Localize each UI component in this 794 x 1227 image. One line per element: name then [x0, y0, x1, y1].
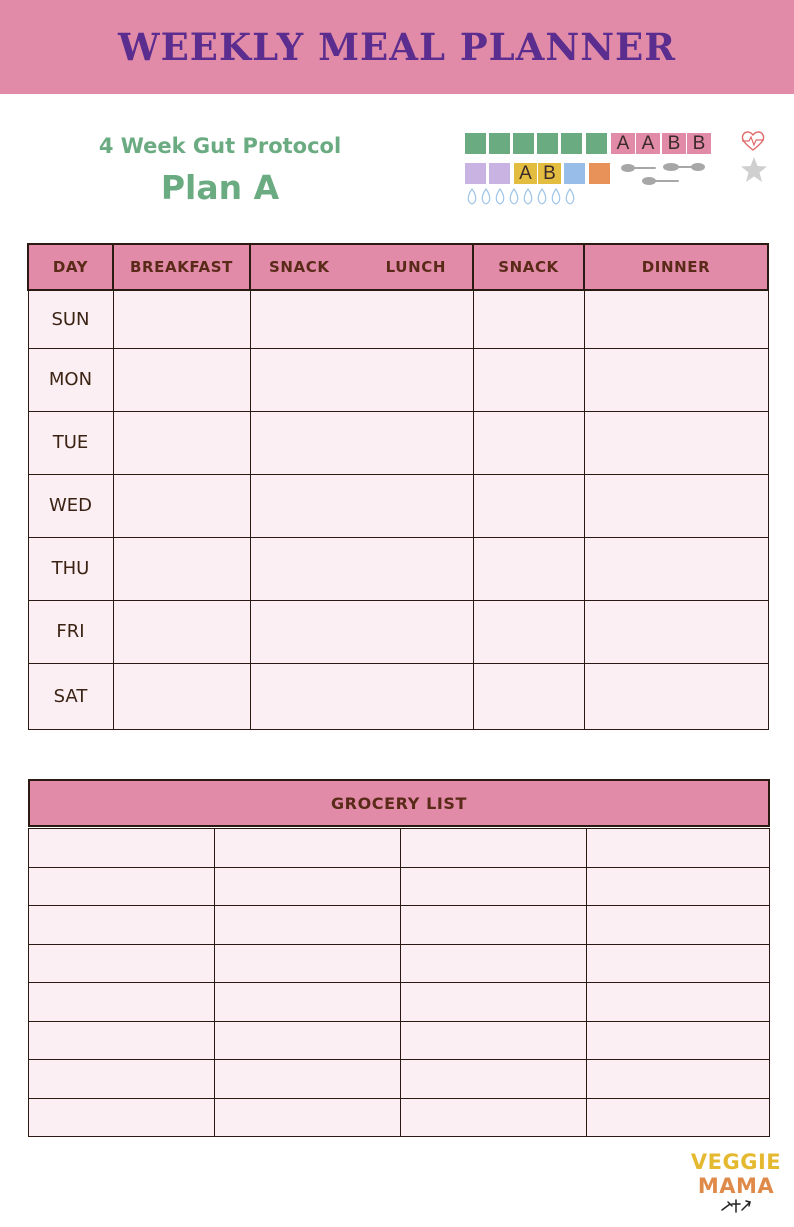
grocery-cell[interactable] [587, 1021, 770, 1060]
grocery-cell[interactable] [587, 1098, 770, 1137]
meal-cell[interactable] [473, 348, 584, 411]
grocery-cell[interactable] [29, 1060, 215, 1099]
grocery-cell[interactable] [29, 829, 215, 868]
grocery-row [29, 867, 770, 906]
meal-plan-table [27, 243, 769, 730]
star-icon [740, 156, 768, 184]
meal-cell[interactable] [473, 474, 584, 537]
grocery-cell[interactable] [215, 1021, 401, 1060]
letter-b-box: B [538, 163, 561, 184]
letter-a-box: A [611, 133, 635, 154]
grocery-row [29, 983, 770, 1022]
grocery-row [29, 829, 770, 868]
grocery-cell[interactable] [29, 867, 215, 906]
green-square [513, 133, 534, 154]
meal-cell[interactable] [473, 663, 584, 729]
green-square [489, 133, 510, 154]
meal-cell[interactable] [113, 474, 250, 537]
grocery-row [29, 1021, 770, 1060]
letter-b-box: B [662, 133, 686, 154]
day-label: SAT [28, 663, 113, 729]
meal-cell[interactable] [113, 600, 250, 663]
grocery-cell[interactable] [587, 906, 770, 945]
grocery-cell[interactable] [215, 944, 401, 983]
green-square [586, 133, 607, 154]
grocery-cell[interactable] [29, 1098, 215, 1137]
column-header-snack: SNACK [269, 258, 330, 276]
green-square [537, 133, 558, 154]
meal-cell[interactable] [113, 663, 250, 729]
meal-cell[interactable] [250, 411, 473, 474]
column-header-lunch: LUNCH [385, 258, 446, 276]
column-header-day: DAY [28, 244, 113, 290]
meal-table-header [28, 244, 768, 290]
green-square [561, 133, 582, 154]
meal-cell[interactable] [250, 474, 473, 537]
column-header-dinner: DINNER [584, 244, 768, 290]
grocery-row [29, 944, 770, 983]
day-row-thu [28, 537, 768, 600]
grocery-cell[interactable] [401, 983, 587, 1022]
protocol-subtitle: 4 Week Gut Protocol [98, 134, 342, 158]
grocery-cell[interactable] [401, 906, 587, 945]
brand-line-2: MAMA [697, 1174, 775, 1198]
plan-title: Plan A [160, 168, 280, 207]
column-header-snack-2: SNACK [473, 244, 584, 290]
meal-cell[interactable] [473, 600, 584, 663]
grocery-cell[interactable] [401, 1098, 587, 1137]
grocery-cell[interactable] [587, 983, 770, 1022]
meal-cell[interactable] [113, 348, 250, 411]
grocery-cell[interactable] [401, 1060, 587, 1099]
day-row-wed [28, 474, 768, 537]
meal-cell[interactable] [250, 600, 473, 663]
tracker-legend [465, 132, 715, 212]
day-row-sun [28, 290, 768, 348]
letter-a-box: A [514, 163, 537, 184]
grocery-row [29, 906, 770, 945]
grocery-cell[interactable] [29, 983, 215, 1022]
grocery-row [29, 1098, 770, 1137]
day-row-tue [28, 411, 768, 474]
grocery-cell[interactable] [215, 1098, 401, 1137]
page-title: WEEKLY MEAL PLANNER [118, 25, 676, 69]
meal-cell[interactable] [250, 348, 473, 411]
day-label: MON [28, 348, 113, 411]
meal-cell[interactable] [250, 290, 473, 348]
meal-cell[interactable] [113, 537, 250, 600]
carrot-icon [716, 1198, 756, 1214]
brand-logo [688, 1150, 784, 1214]
meal-cell[interactable] [584, 663, 768, 729]
letter-a-box: A [636, 133, 660, 154]
orange-square [589, 163, 610, 184]
grocery-cell[interactable] [401, 1021, 587, 1060]
grocery-cell[interactable] [215, 983, 401, 1022]
grocery-cell[interactable] [215, 906, 401, 945]
purple-square [465, 163, 486, 184]
grocery-cell[interactable] [587, 829, 770, 868]
column-header-breakfast: BREAKFAST [113, 244, 250, 290]
heart-rate-icon [740, 130, 766, 152]
grocery-cell[interactable] [29, 944, 215, 983]
meal-cell[interactable] [584, 411, 768, 474]
grocery-cell[interactable] [587, 867, 770, 906]
grocery-cell[interactable] [29, 906, 215, 945]
meal-cell[interactable] [250, 663, 473, 729]
grocery-cell[interactable] [401, 944, 587, 983]
letter-b-box: B [687, 133, 711, 154]
day-row-mon [28, 348, 768, 411]
meal-cell[interactable] [584, 474, 768, 537]
column-header-snack-lunch [250, 244, 473, 290]
meal-cell[interactable] [473, 411, 584, 474]
meal-cell[interactable] [584, 290, 768, 348]
blue-square [564, 163, 585, 184]
day-label: WED [28, 474, 113, 537]
day-label: THU [28, 537, 113, 600]
day-row-sat [28, 663, 768, 729]
purple-square [489, 163, 510, 184]
grocery-cell[interactable] [29, 1021, 215, 1060]
day-label: FRI [28, 600, 113, 663]
header-banner [0, 0, 794, 94]
meal-cell[interactable] [113, 290, 250, 348]
day-row-fri [28, 600, 768, 663]
meal-cell[interactable] [584, 537, 768, 600]
water-drop-icon [465, 187, 580, 207]
meal-cell[interactable] [473, 290, 584, 348]
meal-cell[interactable] [250, 537, 473, 600]
brand-line-1: VEGGIE [690, 1150, 782, 1174]
meal-cell[interactable] [113, 411, 250, 474]
day-label: SUN [28, 290, 113, 348]
grocery-cell[interactable] [587, 1060, 770, 1099]
grocery-row [29, 1060, 770, 1099]
grocery-cell[interactable] [215, 1060, 401, 1099]
grocery-list-table [28, 828, 770, 1137]
grocery-cell[interactable] [401, 829, 587, 868]
grocery-cell[interactable] [401, 867, 587, 906]
grocery-cell[interactable] [215, 829, 401, 868]
day-label: TUE [28, 411, 113, 474]
meal-cell[interactable] [473, 537, 584, 600]
meal-cell[interactable] [584, 348, 768, 411]
grocery-cell[interactable] [215, 867, 401, 906]
grocery-list-header: GROCERY LIST [28, 779, 770, 827]
meal-cell[interactable] [584, 600, 768, 663]
green-square [465, 133, 486, 154]
spoon-icon [613, 160, 713, 188]
grocery-cell[interactable] [587, 944, 770, 983]
